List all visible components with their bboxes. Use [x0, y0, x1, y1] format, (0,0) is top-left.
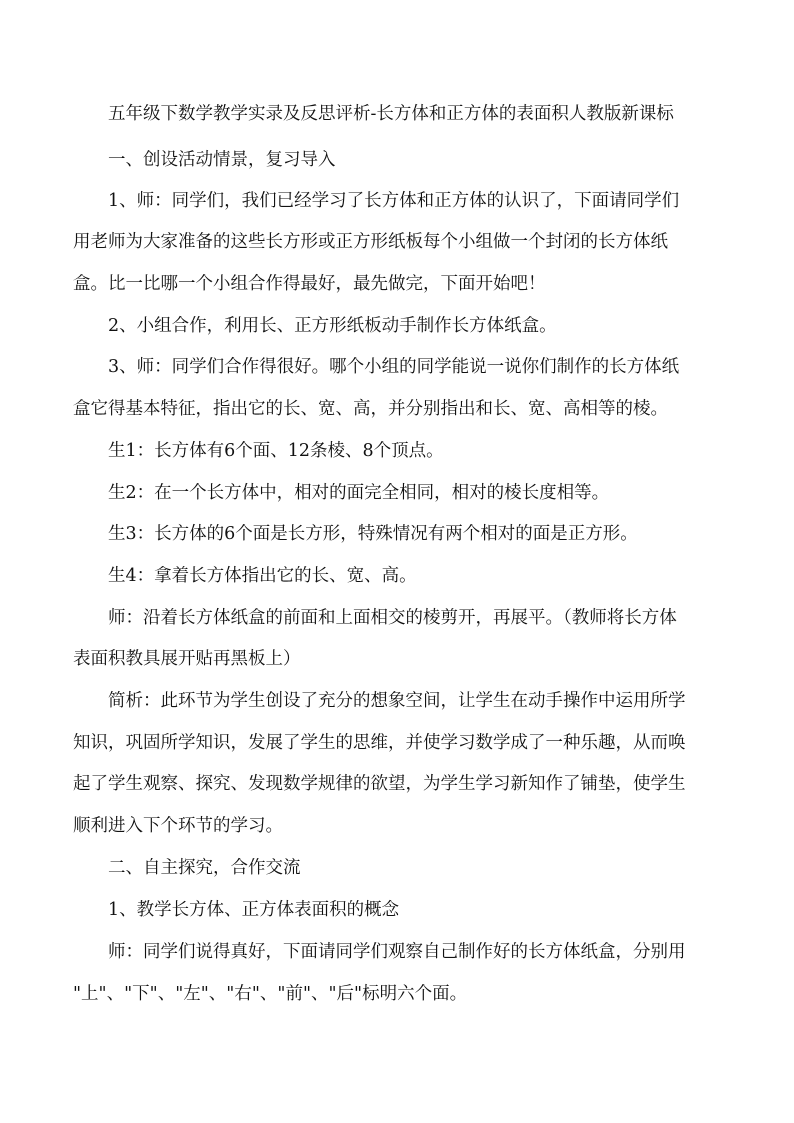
document-title: 五年级下数学教学实录及反思评析-长方体和正方体的表面积人教版新课标: [108, 104, 674, 124]
student-answer-4: 生4：拿着长方体指出它的长、宽、高。: [108, 566, 417, 586]
student-answer-3: 生3：长方体的6个面是长方形，特殊情况有两个相对的面是正方形。: [108, 524, 638, 544]
student-answer-1: 生1：长方体有6个面、12条棱、8个顶点。: [108, 441, 444, 461]
paragraph-line: 用老师为大家准备的这些长方形或正方形纸板每个小组做一个封闭的长方体纸: [73, 232, 668, 252]
section-heading-1: 一、创设活动情景，复习导入: [108, 150, 336, 170]
analysis-line: 知识，巩固所学知识，发展了学生的思维，并使学习数学成了一种乐趣，从而唤: [73, 733, 686, 753]
paragraph-line: 盒它得基本特征，指出它的长、宽、高，并分别指出和长、宽、高相等的棱。: [73, 399, 668, 419]
analysis-line: 顺利进入下个环节的学习。: [73, 816, 283, 836]
student-answer-2: 生2：在一个长方体中，相对的面完全相同，相对的棱长度相等。: [108, 483, 610, 503]
subheading: 1、教学长方体、正方体表面积的概念: [108, 900, 400, 920]
analysis-line: 起了学生观察、探究、发现数学规律的欲望，为学生学习新知作了铺垫，使学生: [73, 774, 686, 794]
paragraph-line: 师：同学们说得真好，下面请同学们观察自己制作好的长方体纸盒，分别用: [108, 942, 686, 962]
paragraph-line: 师：沿着长方体纸盒的前面和上面相交的棱剪开，再展平。（教师将长方体: [108, 608, 677, 628]
paragraph-line: "上"、"下"、"左"、"右"、"前"、"后"标明六个面。: [73, 984, 468, 1004]
analysis-line: 简析：此环节为学生创设了充分的想象空间，让学生在动手操作中运用所学: [108, 691, 686, 711]
paragraph-line: 3、师：同学们合作得很好。哪个小组的同学能说一说你们制作的长方体纸: [108, 357, 680, 377]
paragraph-line: 2、小组合作，利用长、正方形纸板动手制作长方体纸盒。: [108, 316, 557, 336]
paragraph-line: 1、师：同学们，我们已经学习了长方体和正方体的认识了，下面请同学们: [108, 191, 680, 211]
section-heading-2: 二、自主探究，合作交流: [108, 858, 301, 878]
paragraph-line: 盒。比一比哪一个小组合作得最好，最先做完，下面开始吧！: [73, 274, 546, 294]
paragraph-line: 表面积教具展开贴再黑板上）: [73, 649, 301, 669]
